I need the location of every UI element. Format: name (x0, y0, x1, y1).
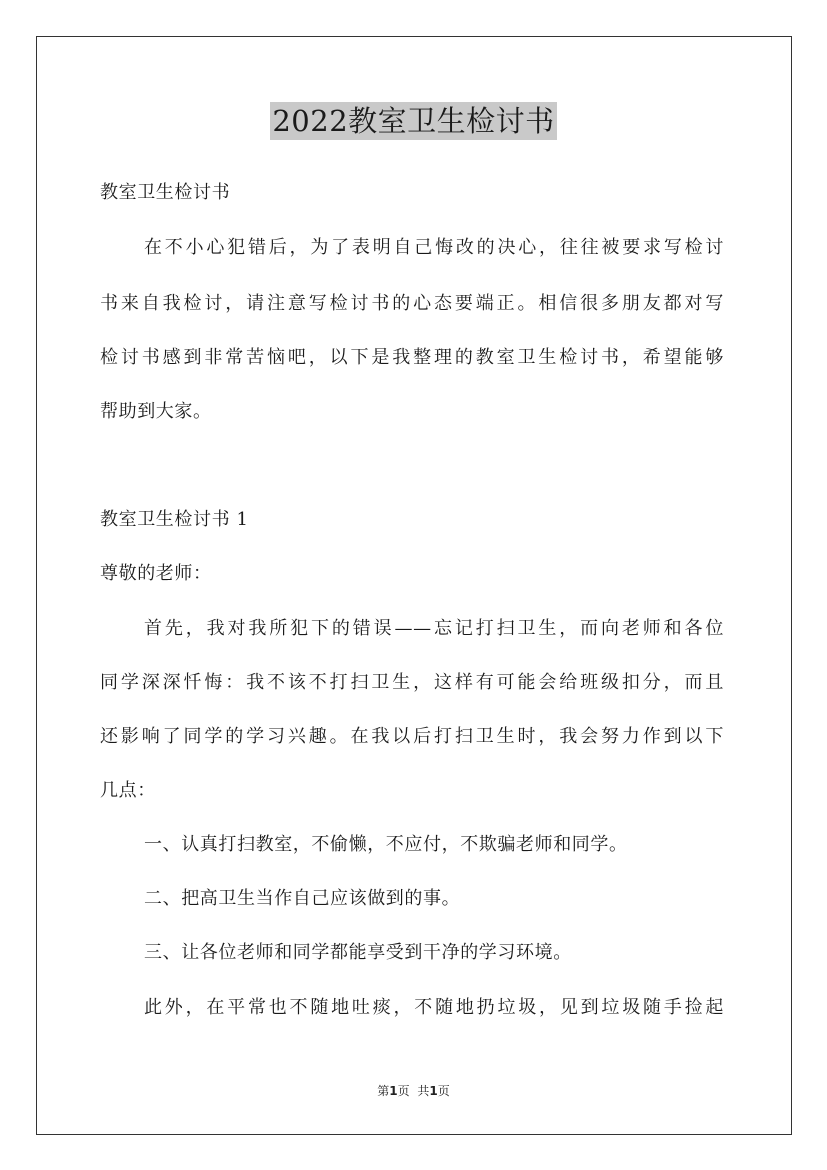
para1-line-4: 几点： (100, 780, 156, 801)
intro-line-2: 书来自我检讨，请注意写检讨书的心态要端正。相信很多朋友都对写 (100, 293, 724, 314)
para1-line-1: 首先，我对我所犯下的错误——忘记打扫卫生，而向老师和各位 (144, 618, 724, 639)
intro-line-4: 帮助到大家。 (100, 401, 212, 422)
document-title: 2022教室卫生检讨书 (272, 104, 555, 138)
list-item-3: 三、让各位老师和同学都能享受到干净的学习环境。 (144, 942, 572, 963)
page-number: 1 (389, 1084, 398, 1098)
intro-line-1: 在不小心犯错后，为了表明自己悔改的决心，往往被要求写检讨 (144, 237, 724, 258)
total-suffix: 页 (437, 1084, 450, 1098)
section-heading: 教室卫生检讨书 1 (100, 509, 249, 530)
total-prefix: 共 (417, 1084, 430, 1098)
salutation: 尊敬的老师： (100, 563, 212, 584)
intro-line-3: 检讨书感到非常苦恼吧，以下是我整理的教室卫生检讨书，希望能够 (100, 347, 724, 368)
para1-line-3: 还影响了同学的学习兴趣。在我以后打扫卫生时，我会努力作到以下 (100, 726, 724, 747)
para2-line-1: 此外，在平常也不随地吐痰，不随地扔垃圾，见到垃圾随手捡起 (144, 997, 724, 1018)
list-item-2: 二、把高卫生当作自己应该做到的事。 (144, 888, 461, 909)
total-number: 1 (429, 1084, 438, 1098)
page-footer (0, 1082, 827, 1100)
page-suffix: 页 (397, 1084, 410, 1098)
document-subtitle: 教室卫生检讨书 (100, 182, 231, 203)
title-container (0, 102, 827, 140)
para1-line-2: 同学深深忏悔：我不该不打扫卫生，这样有可能会给班级扣分，而且 (100, 672, 724, 693)
page-prefix: 第 (377, 1084, 390, 1098)
list-item-1: 一、认真打扫教室，不偷懒，不应付，不欺骗老师和同学。 (144, 834, 628, 855)
